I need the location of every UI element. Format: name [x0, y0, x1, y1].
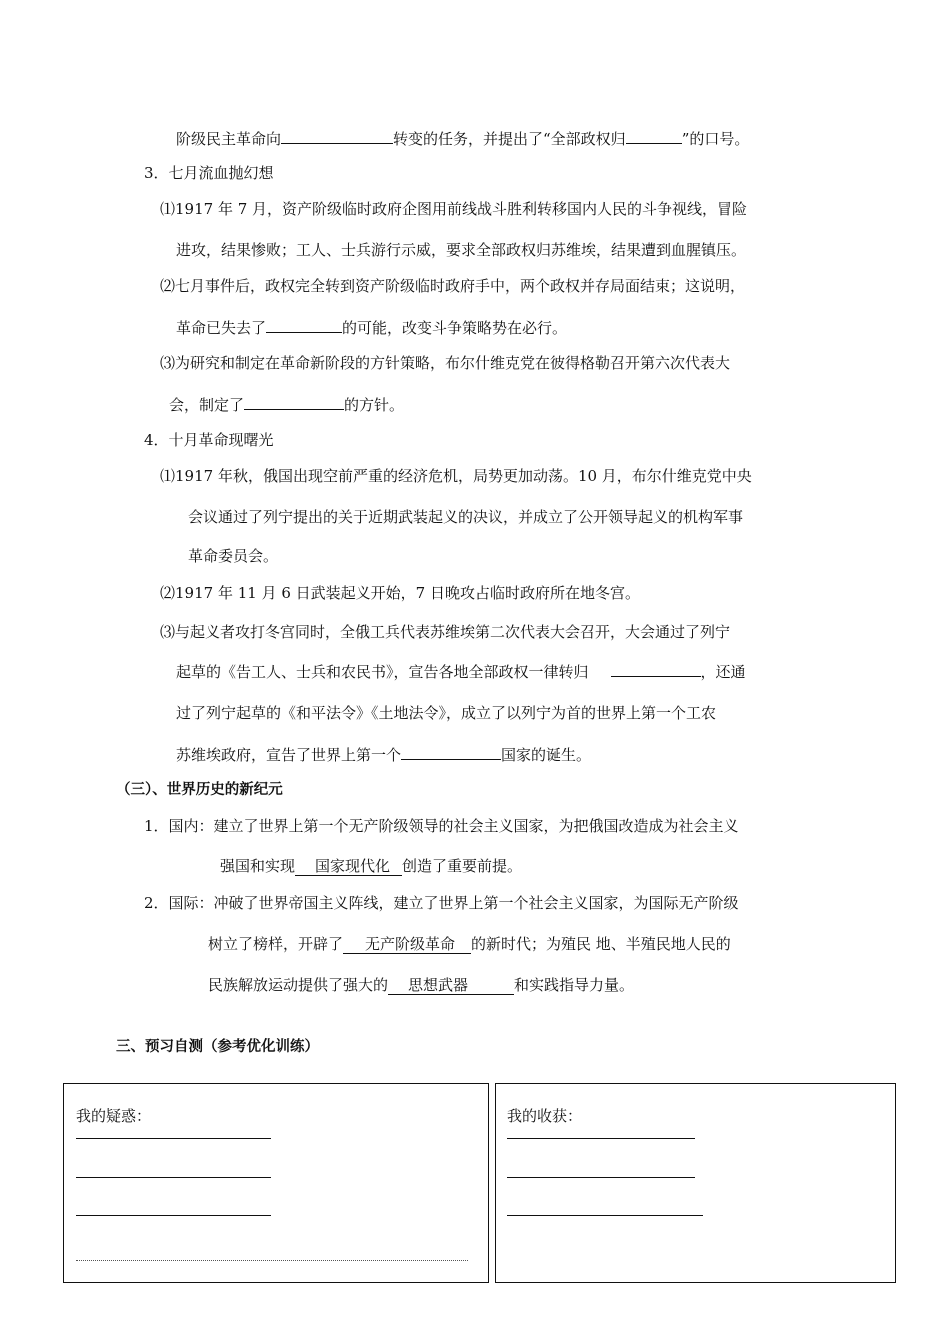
doubts-box: [63, 1083, 489, 1283]
text-line: 起草的《告工人、士兵和农民书》，宣告各地全部政权一律转归 ，还通: [176, 663, 746, 681]
text-line: 2．国际：冲破了世界帝国主义阵线，建立了世界上第一个社会主义国家，为国际无产阶级: [144, 894, 739, 912]
item-heading: 4．十月革命现曙光: [144, 431, 274, 449]
text-line: 苏维埃政府，宣告了世界上第一个 国家的诞生。: [176, 746, 592, 764]
text-line: ⑴1917 年 7 月，资产阶级临时政府企图用前线战斗胜利转移国内人民的斗争视线，冒险: [160, 200, 748, 218]
text-line: ⑵七月事件后，政权完全转到资产阶级临时政府手中，两个政权并存局面结束；这说明，: [160, 277, 746, 295]
text-line: 树立了榜样，开辟了 无产阶级革命 的新时代；为殖民 地、半殖民地人民的: [208, 935, 731, 953]
text-line: 强国和实现 国家现代化 创造了重要前提。: [220, 857, 523, 875]
fill-blank[interactable]: [266, 317, 342, 333]
answer-line[interactable]: [507, 1177, 695, 1178]
fill-blank[interactable]: [281, 128, 393, 144]
text-line: 过了列宁起草的《和平法令》《土地法令》，成立了以列宁为首的世界上第一个工农: [176, 704, 717, 722]
text-line: ⑴1917 年秋，俄国出现空前严重的经济危机，局势更加动荡。10 月，布尔什维克党中央: [160, 467, 752, 485]
item-heading: 3．七月流血抛幻想: [144, 164, 274, 182]
section-heading: （三）、世界历史的新纪元: [116, 782, 283, 798]
answer-line[interactable]: [76, 1260, 468, 1261]
fill-blank[interactable]: [244, 394, 344, 410]
fill-blank[interactable]: [401, 744, 501, 760]
text-line: 进攻，结果惨败；工人、士兵游行示威，要求全部政权归苏维埃，结果遭到血腥镇压。: [176, 241, 747, 259]
section-heading: 三、预习自测（参考优化训练）: [116, 1039, 319, 1055]
answer-line[interactable]: [507, 1138, 695, 1139]
text-line: 革命已失去了 的可能，改变斗争策略势在必行。: [176, 319, 568, 337]
answer-line[interactable]: [76, 1177, 271, 1178]
gains-title: 我的收获：: [507, 1107, 583, 1125]
text-line: 1．国内：建立了世界上第一个无产阶级领导的社会主义国家，为把俄国改造成为社会主义: [144, 817, 739, 835]
answer-line[interactable]: [76, 1215, 271, 1216]
text-line: 阶级民主革命向 转变的任务，并提出了“全部政权归 ”的口号。: [176, 130, 750, 148]
answer-line[interactable]: [76, 1138, 271, 1139]
doubts-title: 我的疑惑：: [76, 1107, 152, 1125]
filled-answer: 思想武器: [388, 976, 514, 995]
gains-box: [495, 1083, 896, 1283]
fill-blank[interactable]: [611, 661, 701, 677]
text-line: 会议通过了列宁提出的关于近期武装起义的决议，并成立了公开领导起义的机构军事: [188, 508, 744, 526]
text-line: 民族解放运动提供了强大的 思想武器 和实践指导力量。: [208, 976, 635, 994]
text-line: ⑵1917 年 11 月 6 日武装起义开始，7 日晚攻占临时政府所在地冬宫。: [160, 584, 640, 602]
filled-answer: 无产阶级革命: [343, 935, 471, 954]
filled-answer: 国家现代化: [295, 857, 402, 876]
text-line: 会，制定了 的方针。: [169, 396, 405, 414]
text-line: ⑶与起义者攻打冬宫同时，全俄工兵代表苏维埃第二次代表大会召开，大会通过了列宁: [160, 623, 731, 641]
fill-blank[interactable]: [626, 128, 682, 144]
text-line: ⑶为研究和制定在革命新阶段的方针策略，布尔什维克党在彼得格勒召开第六次代表大: [160, 354, 731, 372]
answer-line[interactable]: [507, 1215, 703, 1216]
text-line: 革命委员会。: [188, 547, 279, 565]
